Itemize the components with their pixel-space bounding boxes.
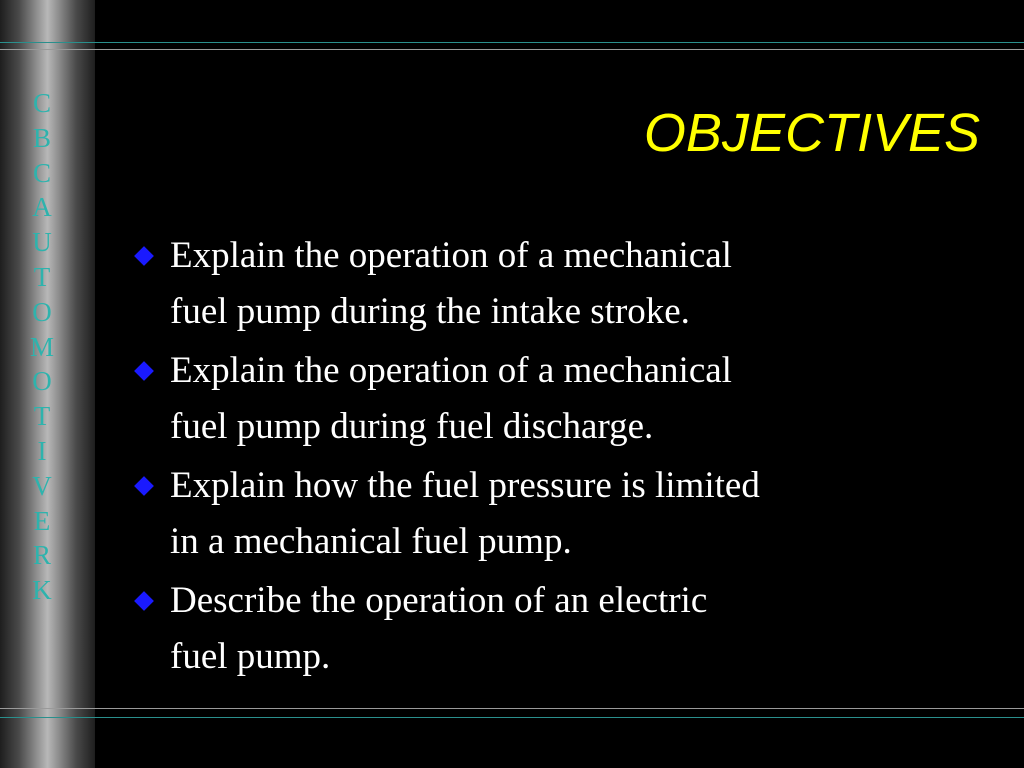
side-letter: T: [33, 401, 51, 432]
side-letter: R: [32, 540, 51, 571]
objective-line: fuel pump.: [170, 636, 331, 677]
vertical-side-text: [0, 86, 84, 608]
slide-title: OBJECTIVES: [643, 103, 980, 163]
side-letter: E: [33, 505, 51, 536]
objective-item: [132, 573, 992, 685]
side-letter: B: [32, 122, 51, 153]
objective-line: fuel pump during the intake stroke.: [170, 291, 690, 332]
side-letter: C: [32, 88, 51, 118]
side-letter: K: [32, 575, 52, 606]
side-letter: M: [29, 331, 54, 362]
side-letter: O: [32, 366, 52, 397]
objective-line: Explain how the fuel pressure is limited: [170, 465, 760, 506]
objective-line: Describe the operation of an electric: [170, 580, 708, 621]
side-letter: C: [32, 157, 51, 188]
side-letter: U: [32, 227, 52, 258]
diamond-bullet-icon: [134, 591, 154, 611]
objectives-list: [132, 228, 992, 688]
bottom-rule-teal: [0, 717, 1024, 718]
objective-line: fuel pump during fuel discharge.: [170, 406, 654, 447]
diamond-bullet-icon: [134, 246, 154, 266]
top-rule-grey: [0, 49, 1024, 50]
side-letter: A: [32, 192, 52, 223]
top-rule-teal: [0, 42, 1024, 43]
objective-item: [132, 343, 992, 455]
side-letter: I: [37, 435, 47, 466]
side-letter: O: [32, 296, 52, 327]
objective-line: Explain the operation of a mechanical: [170, 235, 732, 276]
diamond-bullet-icon: [134, 361, 154, 381]
bottom-rule-grey: [0, 708, 1024, 709]
objective-line: in a mechanical fuel pump.: [170, 521, 572, 562]
side-letter: T: [33, 261, 51, 292]
objective-item: [132, 228, 992, 340]
objective-line: Explain the operation of a mechanical: [170, 350, 732, 391]
side-letter: V: [32, 470, 52, 501]
diamond-bullet-icon: [134, 476, 154, 496]
objective-item: [132, 458, 992, 570]
